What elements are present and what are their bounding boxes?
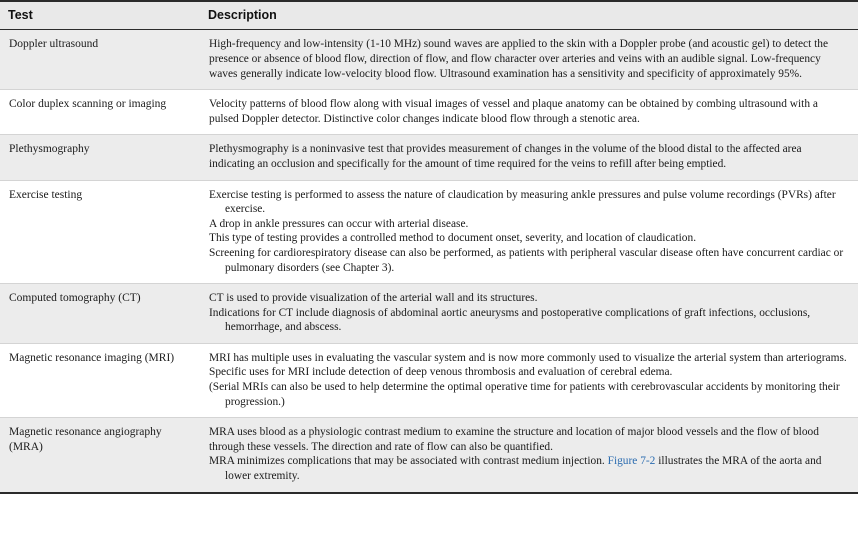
table-row (0, 284, 858, 344)
cell-description (200, 284, 858, 344)
test-name-text: Plethysmography (9, 143, 90, 156)
cell-description (200, 418, 858, 493)
table-row (0, 135, 858, 180)
description-paragraph: High-frequency and low-intensity (1-10 MHz) sound waves are applied to the skin with a Doppler probe (and acoustic gel) to detect the presence or absence of blood flow, direction of flow, and flow character over arteries and veins with an audible signal. Low-frequency waves generally indicate low-velocity blood flow. Ultrasound examination has a sensitivity and specificity of approximately 95%. (209, 38, 829, 80)
table-row (0, 418, 858, 493)
table-row (0, 343, 858, 417)
table-row (0, 30, 858, 90)
test-name-text: Color duplex scanning or imaging (9, 98, 167, 111)
cell-test-name (0, 30, 200, 90)
test-name-line: Magnetic resonance imaging (MRI) (9, 351, 175, 364)
column-header-description: Description (200, 1, 858, 30)
description-paragraph: MRA uses blood as a physiologic contrast medium to examine the structure and location of major blood vessels and the flow of blood through these vessels. The direction and rate of flow can also be quantified. (209, 426, 819, 453)
table-row (0, 180, 858, 284)
test-name-text: Doppler ultrasound (9, 38, 99, 51)
description-paragraph-with-xref (209, 454, 849, 483)
test-name-line: Magnetic resonance angiography (MRA) (9, 426, 162, 454)
cell-test-name (0, 284, 200, 344)
description-paragraph: (Serial MRIs can also be used to help determine the optimal operative time for patients with cerebrovascular accidents by monitoring their progression.) (209, 381, 840, 408)
test-name-text (9, 351, 191, 366)
cell-description (200, 180, 858, 284)
description-text: MRA minimizes complications that may be associated with contrast medium injection. (209, 455, 605, 468)
cell-test-name (0, 343, 200, 417)
description-text-after-xref: illustrates the MRA of the aorta and lower extremity. (225, 455, 822, 483)
description-paragraph: Screening for cardiorespiratory disease can also be performed, as patients with peripheral vascular disease often have concurrent cardiac or pulmonary disorders (see Chapter 3). (209, 246, 844, 274)
cell-description (200, 90, 858, 135)
description-paragraph: MRI has multiple uses in evaluating the vascular system and is now more commonly used to visualize the arterial system than arteriograms. Specific uses for MRI include detection of deep venous thrombosis and evaluation of cerebral edema. (209, 351, 847, 379)
description-paragraph: This type of testing provides a controlled method to document onset, severity, and location of claudication. (209, 232, 697, 245)
table-header-row (0, 1, 858, 30)
cell-description (200, 135, 858, 180)
description-paragraph: CT is used to provide visualization of the arterial wall and its structures. (209, 292, 538, 305)
cell-test-name (0, 90, 200, 135)
description-paragraph: A drop in ankle pressures can occur with arterial disease. (209, 217, 469, 230)
description-paragraph: Velocity patterns of blood flow along with visual images of vessel and plaque anatomy can be obtained by combing ultrasound with a pulsed Doppler detector. Distinctive color changes indicate blood flow through a stenotic area. (209, 98, 818, 125)
cell-description (200, 30, 858, 90)
cell-description (200, 343, 858, 417)
cell-test-name (0, 135, 200, 180)
description-paragraph: Plethysmography is a noninvasive test that provides measurement of changes in the volume of the blood distal to the affected area indicating an occlusion and specifically for the amount of time required for the veins to refill after being emptied. (209, 143, 802, 170)
table-header (0, 1, 858, 30)
test-name-text: Computed tomography (CT) (9, 292, 141, 305)
cell-test-name (0, 418, 200, 493)
column-header-test: Test (0, 1, 200, 30)
table-body (0, 30, 858, 493)
description-paragraph: Exercise testing is performed to assess the nature of claudication by measuring ankle pressures and pulse volume recordings (PVRs) after exercise. (209, 188, 836, 216)
description-paragraph: Indications for CT include diagnosis of abdominal aortic aneurysms and postoperative complications of graft infections, occlusions, hemorrhage, and abscess. (209, 306, 811, 334)
cell-test-name (0, 180, 200, 284)
table-row (0, 90, 858, 135)
figure-cross-reference-link[interactable]: Figure 7-2 (607, 455, 656, 468)
test-name-text (9, 425, 191, 455)
test-name-text: Exercise testing (9, 188, 83, 201)
